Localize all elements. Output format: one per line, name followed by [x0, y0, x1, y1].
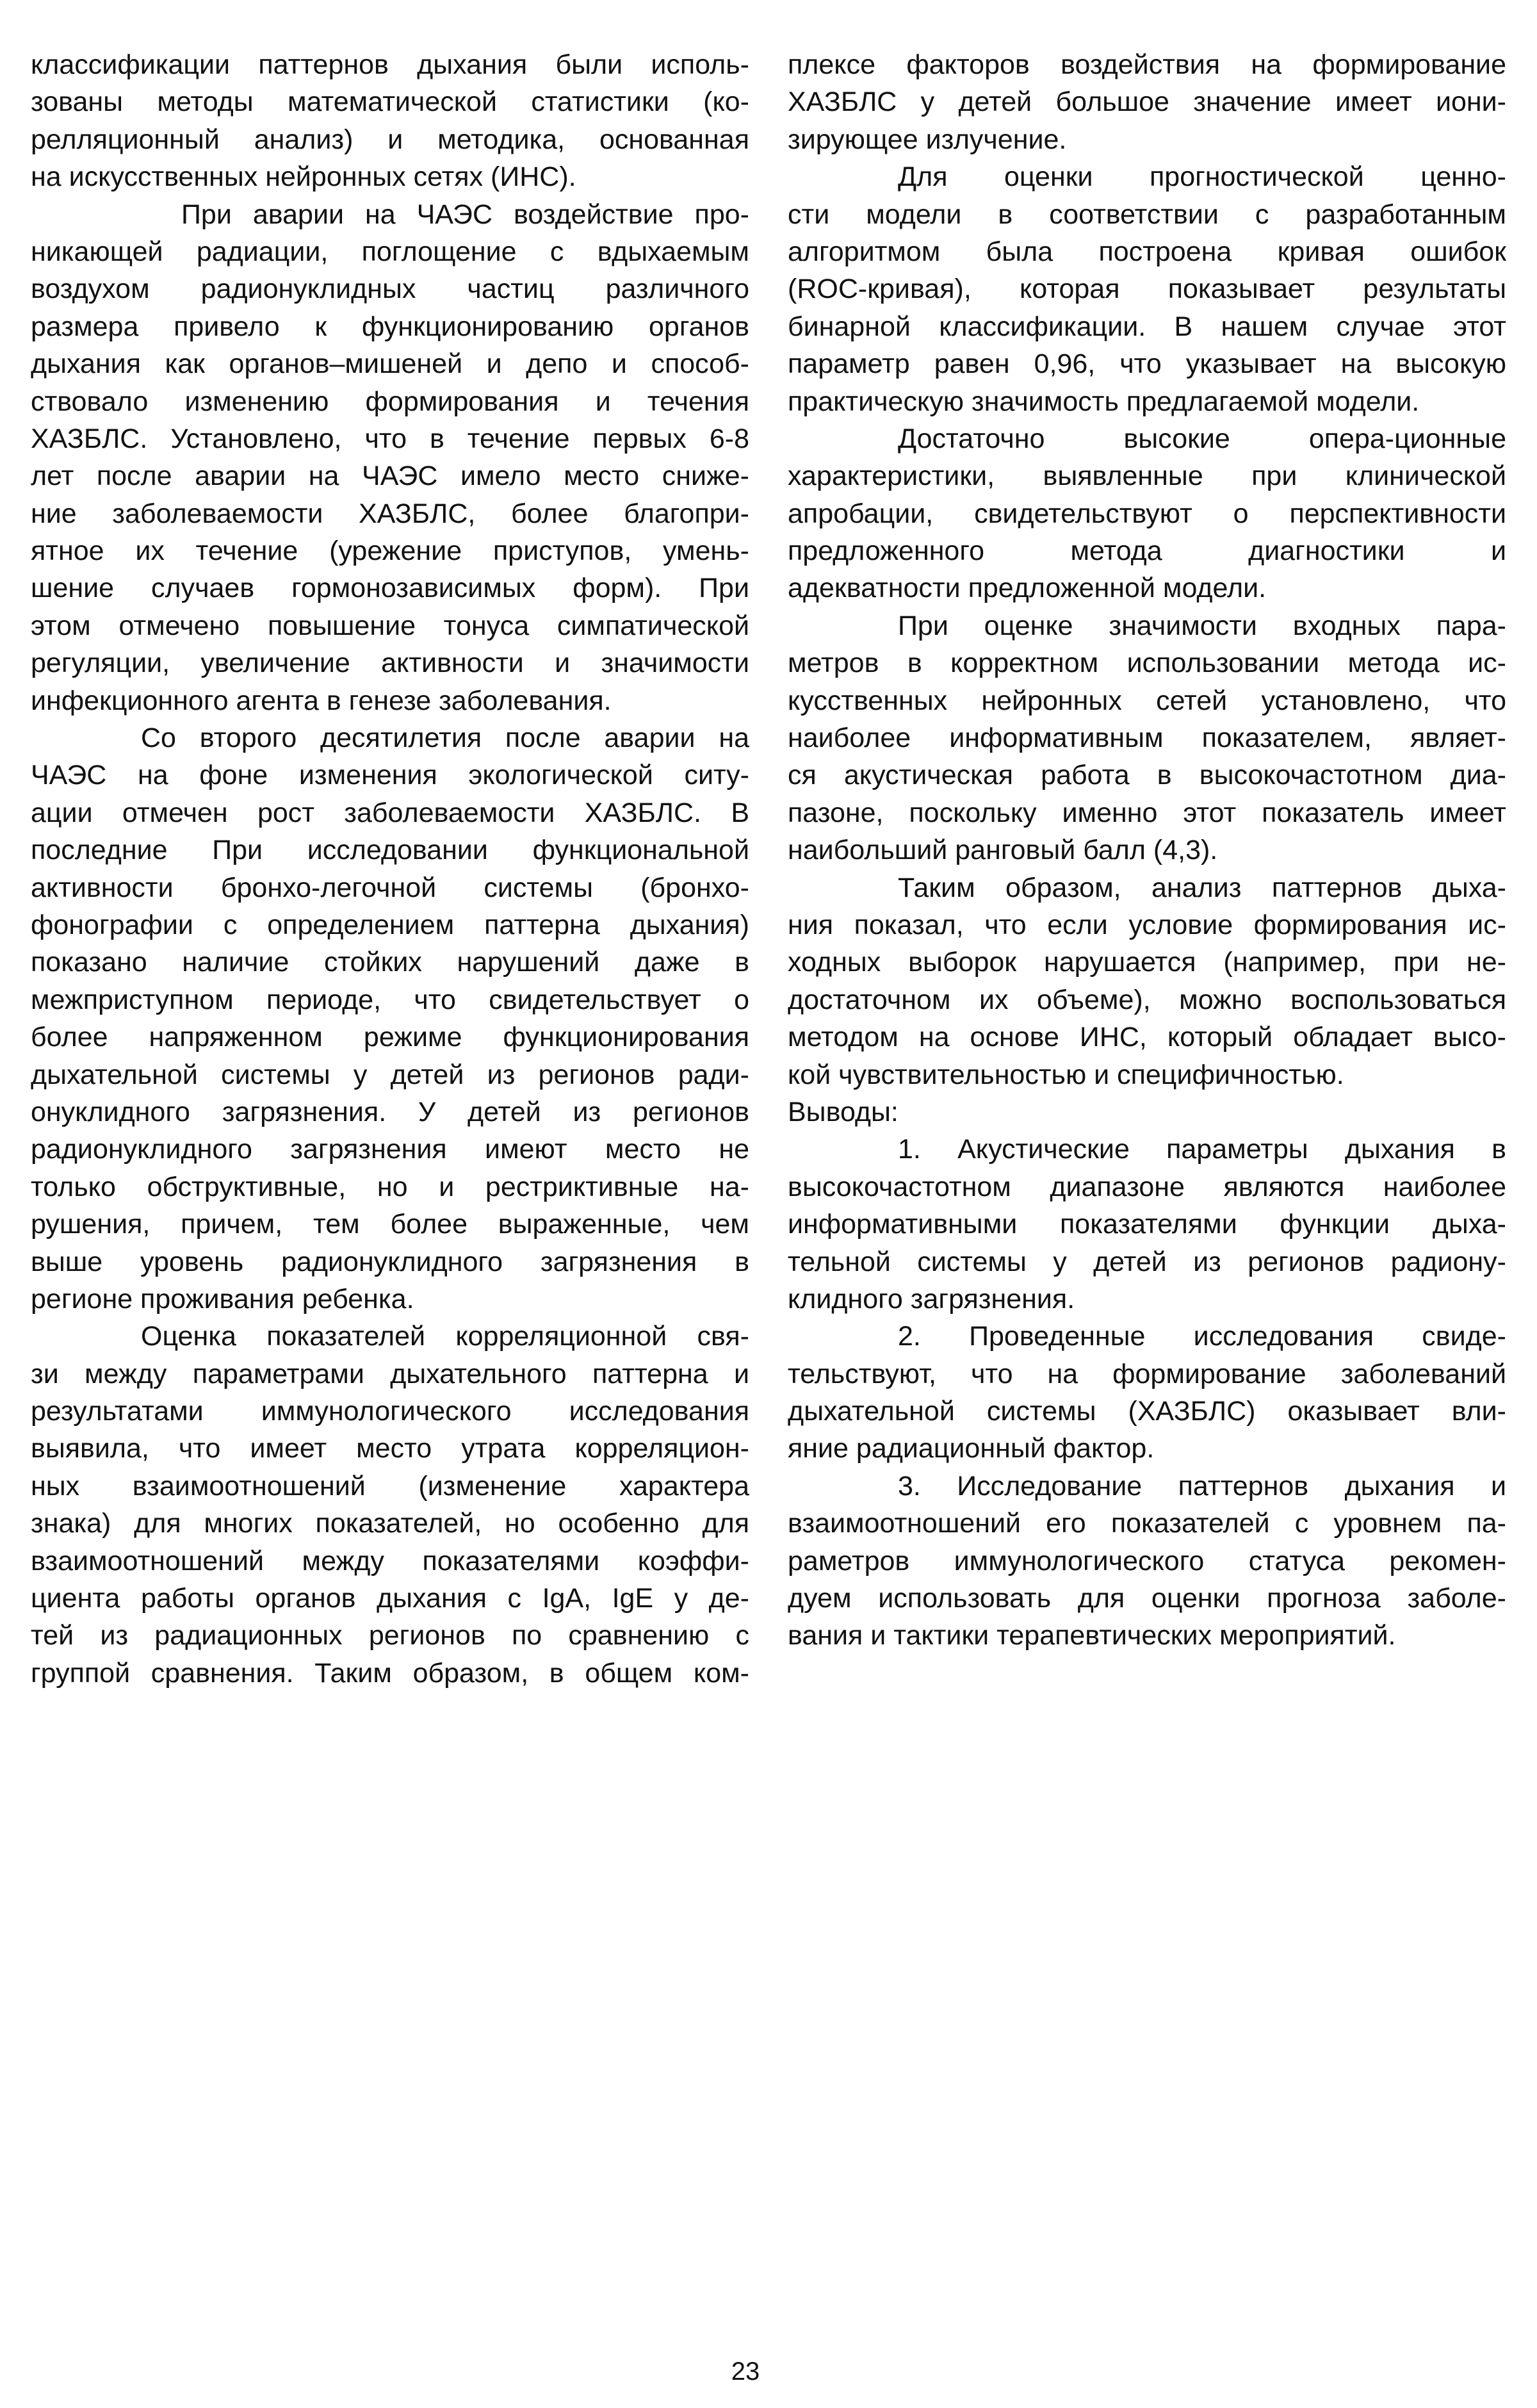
text-line: тельной системы у детей из регионов радиону- — [788, 1246, 1506, 1277]
text-line: ации отмечен рост заболеваемости ХАЗБЛС. В — [31, 797, 749, 828]
text-line: радионуклидного загрязнения имеют место не — [31, 1134, 749, 1165]
paragraph — [788, 158, 1506, 420]
text-line: инфекционного агента в генезе заболевания. — [31, 685, 612, 716]
text-line: наибольший ранговый балл (4,3). — [788, 835, 1218, 866]
left-column — [31, 46, 749, 1692]
text-line: ходных выборок нарушается (например, при не- — [788, 947, 1506, 978]
text-line: дыхательной системы у детей из регионов ради- — [31, 1059, 749, 1090]
text-line: 3. Исследование паттернов дыхания и — [898, 1470, 1506, 1502]
text-line: сти модели в соответствии с разработанным — [788, 199, 1506, 230]
text-line: предложенного метода диагностики и — [788, 536, 1506, 567]
text-line: фонографии с определением паттерна дыхания) — [31, 909, 749, 940]
text-line: методом на основе ИНС, который обладает высо- — [788, 1022, 1506, 1053]
text-line: активности бронхо-легочной системы (бронхо- — [31, 872, 749, 903]
paragraph — [788, 869, 1506, 1093]
text-line: тей из радиационных регионов по сравнению с — [31, 1620, 749, 1651]
paragraph — [788, 46, 1506, 158]
paragraph — [788, 420, 1506, 607]
text-line: шение случаев гормонозависимых форм). При — [31, 573, 749, 604]
paragraph — [788, 1468, 1506, 1655]
text-line: ние заболеваемости ХАЗБЛС, более благопри- — [31, 498, 749, 529]
text-line: 1. Акустические параметры дыхания в — [898, 1134, 1506, 1165]
text-line: взаимоотношений его показателей с уровнем па- — [788, 1508, 1506, 1539]
text-line: 2. Проведенные исследования свиде- — [898, 1321, 1506, 1352]
text-line: клидного загрязнения. — [788, 1283, 1075, 1315]
text-line: рушения, причем, тем более выраженные, чем — [31, 1209, 749, 1240]
text-line: зи между параметрами дыхательного паттерна и — [31, 1358, 749, 1389]
text-line: высокочастотном диапазоне являются наиболее — [788, 1171, 1506, 1202]
text-line: ния показал, что если условие формирования ис- — [788, 909, 1506, 940]
text-line: дыхания как органов–мишеней и депо и способ- — [31, 348, 749, 380]
text-line: практическую значимость предлагаемой модели. — [788, 386, 1420, 417]
text-line: наиболее информативным показателем, являет- — [788, 723, 1506, 754]
text-line: никающей радиации, поглощение с вдыхаемым — [31, 236, 749, 267]
text-line: ХАЗБЛС у детей большое значение имеет иони- — [788, 86, 1506, 118]
text-line: тельствуют, что на формирование заболеваний — [788, 1358, 1506, 1389]
text-line: знака) для многих показателей, но особенно для — [31, 1508, 749, 1539]
text-line: метров в корректном использовании метода ис- — [788, 648, 1506, 679]
text-line: адекватности предложенной модели. — [788, 573, 1267, 604]
text-line: характеристики, выявленные при клинической — [788, 461, 1506, 492]
text-line: дуем использовать для оценки прогноза заболе- — [788, 1583, 1506, 1614]
text-line: регуляции, увеличение активности и значимости — [31, 648, 749, 679]
text-line: Достаточно высокие опера-ционные — [898, 423, 1506, 454]
text-line: релляционный анализ) и методика, основанная — [31, 124, 749, 155]
text-line: Для оценки прогностической ценно- — [898, 161, 1506, 193]
text-line: ных взаимоотношений (изменение характера — [31, 1470, 749, 1502]
text-line: более напряженном режиме функционирования — [31, 1022, 749, 1053]
paragraph — [31, 719, 749, 1318]
text-line: кой чувствительностью и специфичностью. — [788, 1059, 1344, 1090]
text-line: плексе факторов воздействия на формирование — [788, 49, 1506, 80]
paragraph — [788, 1318, 1506, 1468]
text-line: показано наличие стойких нарушений даже в — [31, 947, 749, 978]
text-line: кусственных нейронных сетей установлено, что — [788, 685, 1506, 716]
text-line: регионе проживания ребенка. — [31, 1283, 414, 1315]
text-line: последние При исследовании функциональной — [31, 835, 749, 866]
text-line: межприступном периоде, что свидетельствует о — [31, 984, 749, 1015]
page-number: 23 — [731, 2357, 760, 2386]
text-line: Выводы: — [788, 1096, 899, 1127]
text-line: онуклидного загрязнения. У детей из регионов — [31, 1096, 749, 1127]
text-line: раметров иммунологического статуса рекомен- — [788, 1545, 1506, 1577]
text-line: результатами иммунологического исследования — [31, 1396, 749, 1427]
text-line: циента работы органов дыхания с IgA, IgE у де- — [31, 1583, 749, 1614]
text-line: Со второго десятилетия после аварии на — [141, 723, 749, 754]
text-line: дыхательной системы (ХАЗБЛС) оказывает вли- — [788, 1396, 1506, 1427]
text-line: зирующее излучение. — [788, 124, 1067, 155]
text-line: параметр равен 0,96, что указывает на высокую — [788, 348, 1506, 380]
text-line: ствовало изменению формирования и течения — [31, 386, 749, 417]
paragraph — [788, 607, 1506, 869]
text-line: информативными показателями функции дыха- — [788, 1209, 1506, 1240]
text-line: на искусственных нейронных сетях (ИНС). — [31, 161, 576, 193]
text-line: апробации, свидетельствуют о перспективности — [788, 498, 1506, 529]
text-line: достаточном их объеме), можно воспользоваться — [788, 984, 1506, 1015]
text-line: выявила, что имеет место утрата корреляцион- — [31, 1433, 749, 1464]
text-line: Таким образом, анализ паттернов дыха- — [898, 872, 1506, 903]
text-line: пазоне, поскольку именно этот показатель имеет — [788, 797, 1506, 828]
text-line: классификации паттернов дыхания были исполь- — [31, 49, 749, 80]
text-line: ся акустическая работа в высокочастотном диа- — [788, 760, 1506, 791]
text-line: яние радиационный фактор. — [788, 1433, 1155, 1464]
paragraph — [788, 1131, 1506, 1318]
text-line: этом отмечено повышение тонуса симпатической — [31, 610, 749, 641]
text-line: выше уровень радионуклидного загрязнения в — [31, 1246, 749, 1277]
paragraph — [31, 196, 749, 719]
text-line: лет после аварии на ЧАЭС имело место сниже- — [31, 461, 749, 492]
text-line: вания и тактики терапевтических мероприятий. — [788, 1620, 1396, 1651]
paragraph — [788, 1093, 1506, 1131]
text-line: При оценке значимости входных пара- — [898, 610, 1506, 641]
text-line: ЧАЭС на фоне изменения экологической ситу- — [31, 760, 749, 791]
text-line: ятное их течение (урежение приступов, умень- — [31, 536, 749, 567]
text-line: бинарной классификации. В нашем случае этот — [788, 311, 1506, 342]
text-line: воздухом радионуклидных частиц различного — [31, 274, 749, 305]
paragraph — [31, 46, 749, 196]
text-line: группой сравнения. Таким образом, в общем ком- — [31, 1657, 749, 1689]
text-line: алгоритмом была построена кривая ошибок — [788, 236, 1506, 267]
text-line: ХАЗБЛС. Установлено, что в течение первых 6-8 — [31, 423, 749, 454]
text-line: При аварии на ЧАЭС воздействие про- — [181, 199, 749, 230]
text-line: только обструктивные, но и рестриктивные на- — [31, 1171, 749, 1202]
text-line: взаимоотношений между показателями коэффи- — [31, 1545, 749, 1577]
paragraph — [31, 1318, 749, 1692]
right-column — [788, 46, 1506, 1655]
text-line: (ROC-кривая), которая показывает результаты — [788, 274, 1506, 305]
text-line: зованы методы математической статистики (ко- — [31, 86, 749, 118]
text-line: размера привело к функционированию органов — [31, 311, 749, 342]
text-line: Оценка показателей корреляционной свя- — [141, 1321, 749, 1352]
